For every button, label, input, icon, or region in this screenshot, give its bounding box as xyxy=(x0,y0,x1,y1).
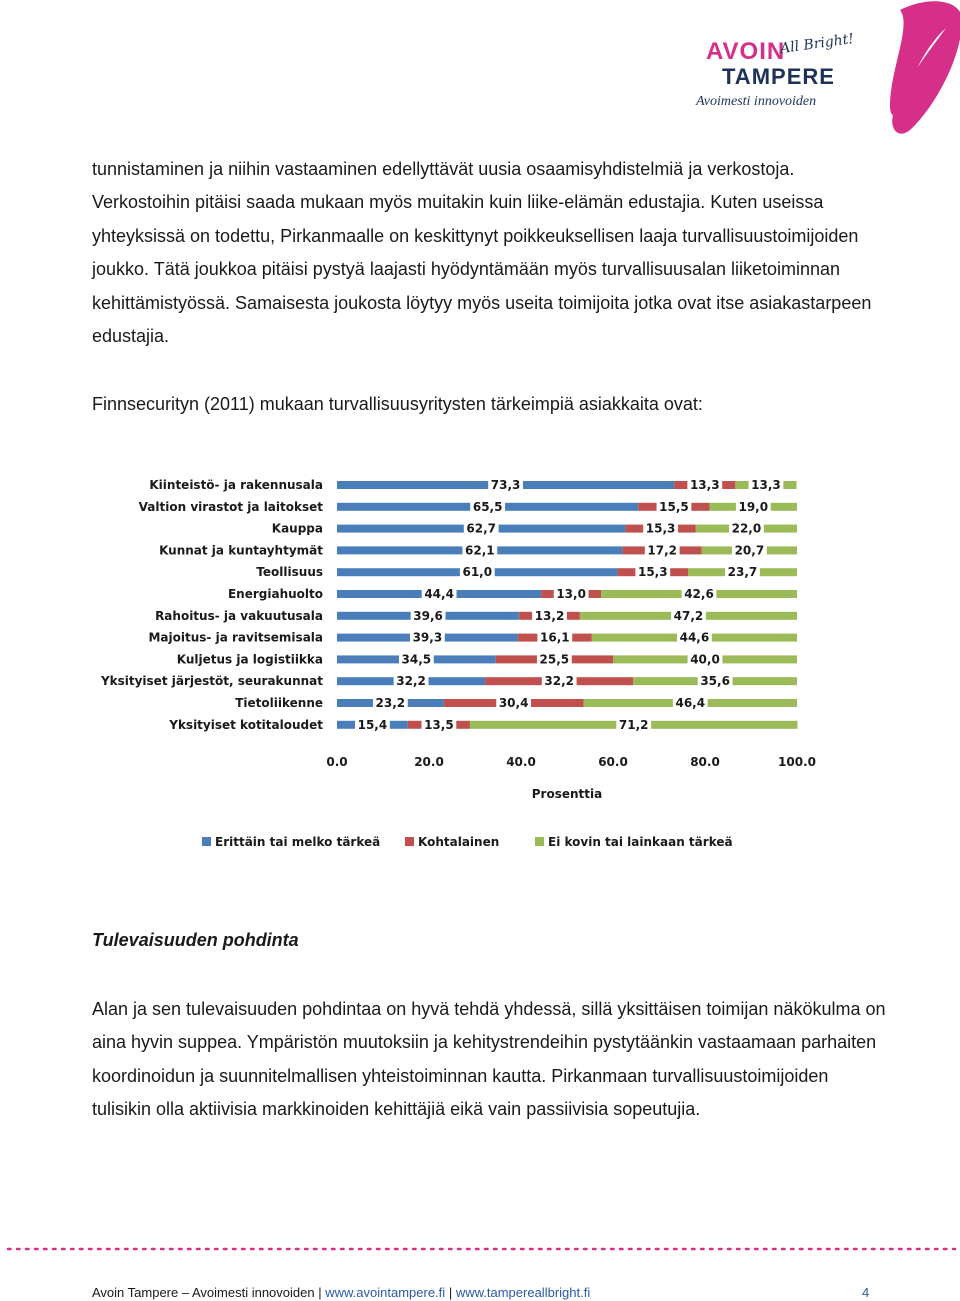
x-tick-label: 60.0 xyxy=(598,755,628,769)
data-label: 46,4 xyxy=(675,696,706,710)
legend-swatch xyxy=(405,837,414,846)
logo-allbright: All Bright! xyxy=(779,30,855,58)
category-label: Kunnat ja kuntayhtymät xyxy=(159,543,323,558)
data-label: 22,0 xyxy=(731,521,762,536)
section-heading: Tulevaisuuden pohdinta xyxy=(92,930,299,950)
data-label: 32,2 xyxy=(544,674,574,689)
x-axis-label: Prosenttia xyxy=(531,787,603,801)
footer-separator: | xyxy=(318,1285,322,1300)
x-tick-label: 0.0 xyxy=(326,755,348,769)
data-label: 61,0 xyxy=(462,565,493,580)
data-label: 73,3 xyxy=(490,478,521,492)
data-label: 44,6 xyxy=(679,630,710,645)
footer-text: Avoin Tampere – Avoimesti innovoiden xyxy=(92,1285,315,1300)
data-label: 23,7 xyxy=(727,565,758,580)
data-label: 47,2 xyxy=(673,608,704,623)
footer-link-tampereallbright[interactable]: www.tampereallbright.fi xyxy=(455,1285,591,1300)
data-label: 13,2 xyxy=(534,608,565,623)
data-label: 42,6 xyxy=(684,587,714,601)
data-label: 65,5 xyxy=(472,499,503,514)
category-label: Kiinteistö- ja rakennusala xyxy=(149,478,323,492)
page-number: 4 xyxy=(862,1285,870,1300)
data-label: 39,3 xyxy=(412,630,443,645)
data-label: 71,2 xyxy=(618,717,649,732)
logo-tagline: Avoimesti innovoiden xyxy=(696,94,817,109)
data-label: 15,3 xyxy=(645,521,676,536)
category-label: Majoitus- ja ravitsemisala xyxy=(148,630,323,645)
data-label: 20,7 xyxy=(734,543,765,558)
data-label: 23,2 xyxy=(375,696,406,710)
category-label: Yksityiset kotitaloudet xyxy=(169,717,323,732)
category-label: Valtion virastot ja laitokset xyxy=(138,499,323,514)
footer-link-avointampere[interactable]: www.avointampere.fi xyxy=(325,1285,446,1300)
data-label: 15,3 xyxy=(637,565,668,580)
legend-label: Kohtalainen xyxy=(418,835,500,849)
category-label: Kauppa xyxy=(271,521,323,536)
data-label: 15,4 xyxy=(357,717,388,732)
paragraph-intro: tunnistaminen ja niihin vastaaminen edellyttävät uusia osaamisyhdistelmiä ja verkostoja. Verkostoihin pitäisi saada mukaan myös muitakin kuin liike-elämän edustajia. Kuten useissa yhteyksissä on todettu, Pirkanmaalle on keskittynyt poikkeuksellisen laaja turvallisuustoimijoiden joukko. Tätä joukkoa pitäisi pystyä laajasti hyödyntämään myös turvallisuusalan liiketoiminnan kehittämistyössä. Samaisesta joukosta löytyy myös useita toimijoita jotka ovat itse asiakastarpeen edustajia. xyxy=(92,159,872,347)
data-label: 32,2 xyxy=(396,674,426,689)
data-label: 16,1 xyxy=(540,630,570,645)
data-label: 13,0 xyxy=(556,587,586,601)
category-label: Kuljetus ja logistiikka xyxy=(176,652,323,667)
data-label: 30,4 xyxy=(498,696,529,710)
bar-chart-svg xyxy=(92,458,822,853)
paragraph-future: Alan ja sen tulevaisuuden pohdintaa on hyvä tehdä yhdessä, sillä yksittäisen toimijan näkökulma on aina hyvin suppea. Ympäristön muutoksiin ja kehitystrendeihin pystytäänkin vastaamaan parhaiten koordinoidun ja suunnitelmallisen yhteistoiminnan kautta. Pirkanmaan turvallisuustoimijoiden tulisikin olla aktiivisia markkinoiden kehittäjiä eikä vain passiivisia sopeutujia. xyxy=(92,999,886,1120)
category-label: Tietoliikenne xyxy=(235,696,323,710)
data-label: 25,5 xyxy=(539,652,570,667)
data-label: 40,0 xyxy=(690,652,720,667)
data-label: 39,6 xyxy=(413,608,443,623)
category-label: Rahoitus- ja vakuutusala xyxy=(155,608,323,623)
data-label: 13,3 xyxy=(751,478,781,492)
data-label: 17,2 xyxy=(647,543,678,558)
x-tick-label: 40.0 xyxy=(506,755,536,769)
data-label: 62,1 xyxy=(465,543,495,558)
data-label: 13,5 xyxy=(424,717,454,732)
data-label: 19,0 xyxy=(738,499,769,514)
footer xyxy=(92,1285,590,1300)
legend-swatch xyxy=(202,837,211,846)
data-label: 62,7 xyxy=(466,521,497,536)
data-label: 35,6 xyxy=(700,674,730,689)
x-tick-label: 20.0 xyxy=(414,755,444,769)
legend-label: Ei kovin tai lainkaan tärkeä xyxy=(548,835,733,849)
category-label: Energiahuolto xyxy=(227,587,323,601)
footer-dotted-divider xyxy=(0,1247,960,1251)
logo-brand-line1: AVOIN xyxy=(706,38,786,65)
x-tick-label: 80.0 xyxy=(690,755,720,769)
paragraph-chart-intro: Finnsecurityn (2011) mukaan turvallisuusyritysten tärkeimpiä asiakkaita ovat: xyxy=(92,394,703,414)
legend-swatch xyxy=(535,837,544,846)
footer-separator: | xyxy=(448,1285,453,1300)
legend-label: Erittäin tai melko tärkeä xyxy=(215,835,381,849)
category-label: Teollisuus xyxy=(256,565,323,580)
logo-brand-line2: TAMPERE xyxy=(722,64,835,89)
data-label: 13,3 xyxy=(689,478,720,492)
x-tick-label: 100.0 xyxy=(778,755,816,769)
bar-chart xyxy=(92,458,822,853)
data-label: 44,4 xyxy=(424,587,454,601)
data-label: 15,5 xyxy=(659,499,689,514)
data-label: 34,5 xyxy=(401,652,432,667)
category-label: Yksityiset järjestöt, seurakunnat xyxy=(100,674,323,689)
